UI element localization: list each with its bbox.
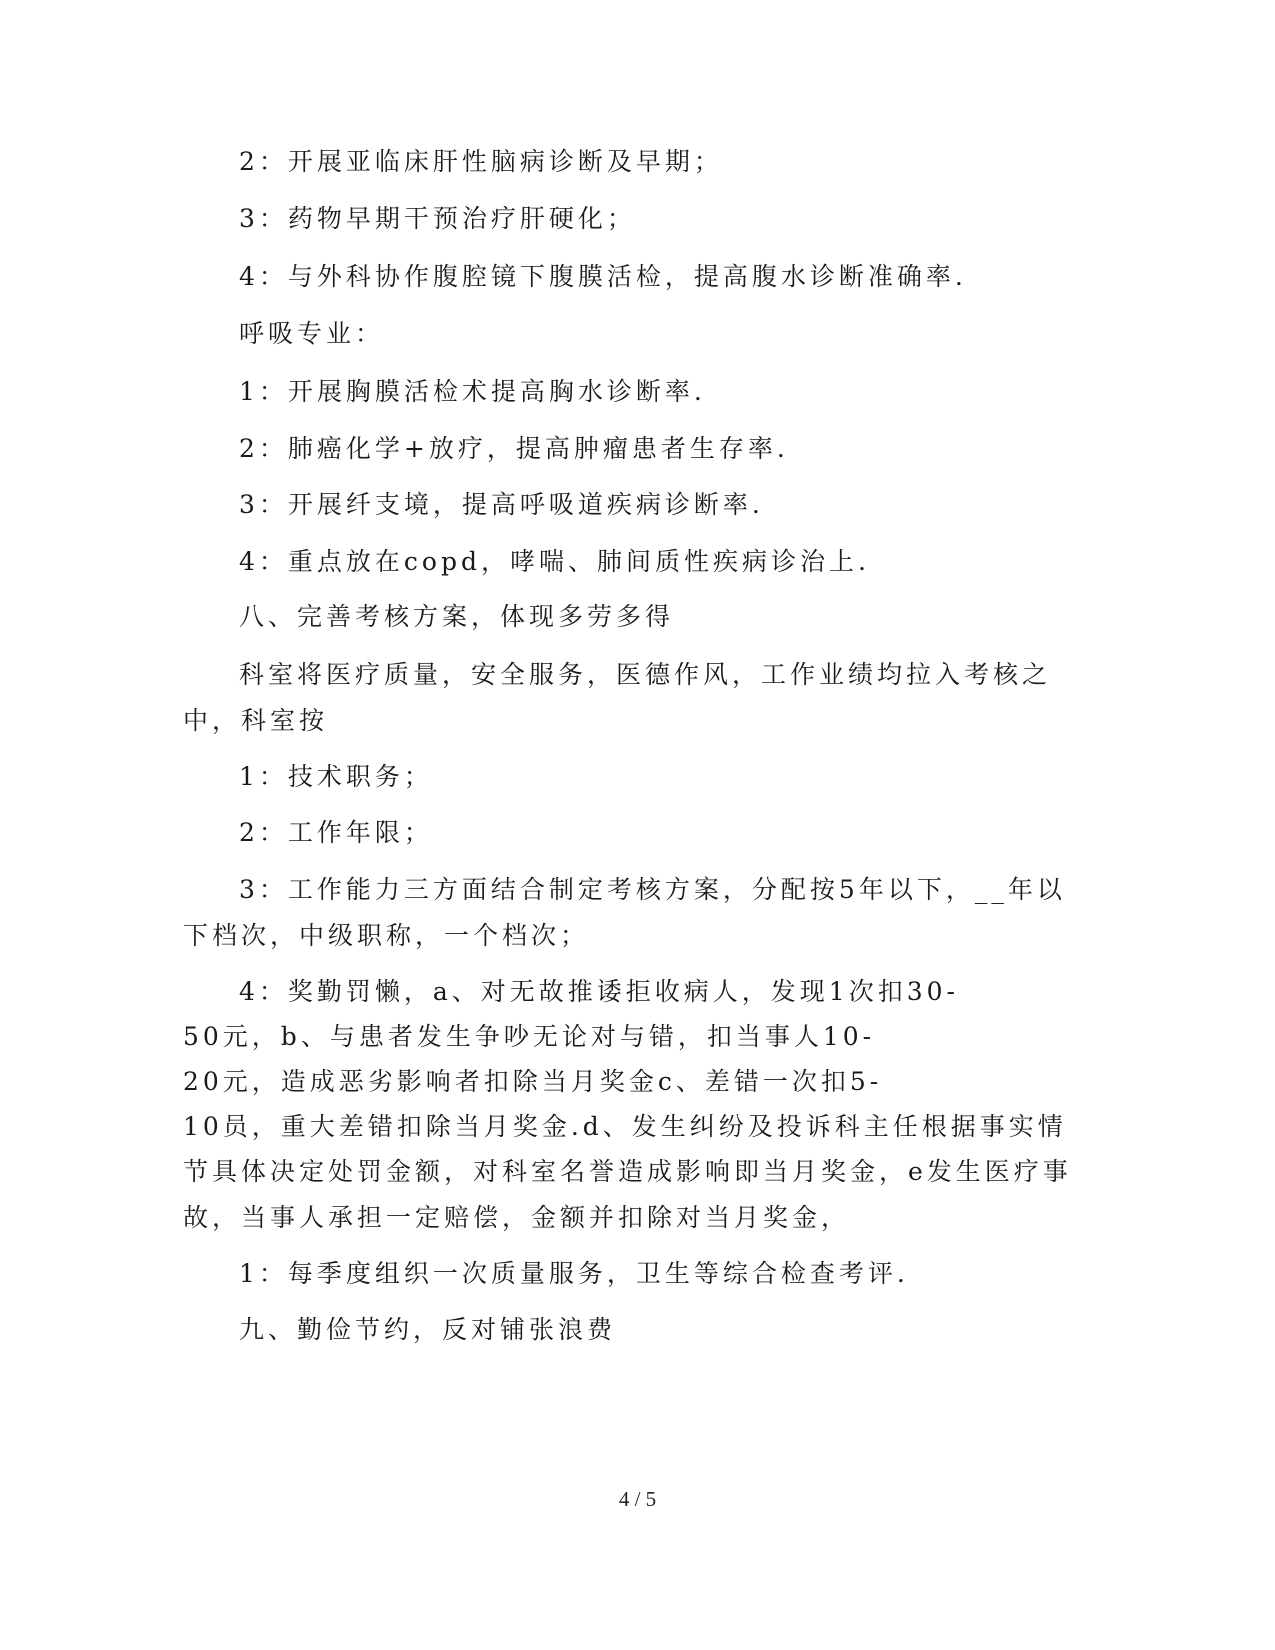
paragraph-line: 故，当事人承担一定赔偿，金额并扣除对当月奖金， <box>183 1203 851 1232</box>
paragraph-line: 2：工作年限； <box>239 818 433 847</box>
paragraph-line: 1：每季度组织一次质量服务，卫生等综合检查考评. <box>239 1259 909 1288</box>
paragraph-line: 3：工作能力三方面结合制定考核方案，分配按5年以下，__年以 <box>239 875 1066 904</box>
paragraph-line: 10员，重大差错扣除当月奖金.d、发生纠纷及投诉科主任根据事实情 <box>183 1112 1067 1141</box>
paragraph-line: 节具体决定处罚金额，对科室名誉造成影响即当月奖金，e发生医疗事 <box>183 1157 1072 1186</box>
paragraph-line: 3：药物早期干预治疗肝硬化； <box>239 204 636 233</box>
page-number: 4 / 5 <box>618 1487 657 1511</box>
paragraph-line: 50元，b、与患者发生争吵无论对与错，扣当事人10- <box>183 1022 876 1051</box>
paragraph-line: 4：与外科协作腹腔镜下腹膜活检，提高腹水诊断准确率. <box>239 262 967 291</box>
paragraph-line: 4：奖勤罚懒，a、对无故推诿拒收病人，发现1次扣30- <box>239 977 959 1006</box>
paragraph-line: 4：重点放在copd，哮喘、肺间质性疾病诊治上. <box>239 547 870 576</box>
paragraph-line: 下档次，中级职称，一个档次； <box>183 921 590 950</box>
paragraph-line: 2：肺癌化学+放疗，提高肿瘤患者生存率. <box>239 434 789 463</box>
paragraph-line: 中，科室按 <box>183 706 329 735</box>
section-subheading: 呼吸专业： <box>239 319 385 348</box>
paragraph-line: 科室将医疗质量，安全服务，医德作风，工作业绩均拉入考核之 <box>239 660 1052 689</box>
paragraph-line: 3：开展纤支境，提高呼吸道疾病诊断率. <box>239 490 764 519</box>
paragraph-line: 1：开展胸膜活检术提高胸水诊断率. <box>239 377 706 406</box>
section-heading: 八、完善考核方案，体现多劳多得 <box>239 602 675 631</box>
section-heading: 九、勤俭节约，反对铺张浪费 <box>239 1315 617 1344</box>
paragraph-line: 20元，造成恶劣影响者扣除当月奖金c、差错一次扣5- <box>183 1067 883 1096</box>
paragraph-line: 1：技术职务； <box>239 762 433 791</box>
paragraph-line: 2：开展亚临床肝性脑病诊断及早期； <box>239 147 723 176</box>
